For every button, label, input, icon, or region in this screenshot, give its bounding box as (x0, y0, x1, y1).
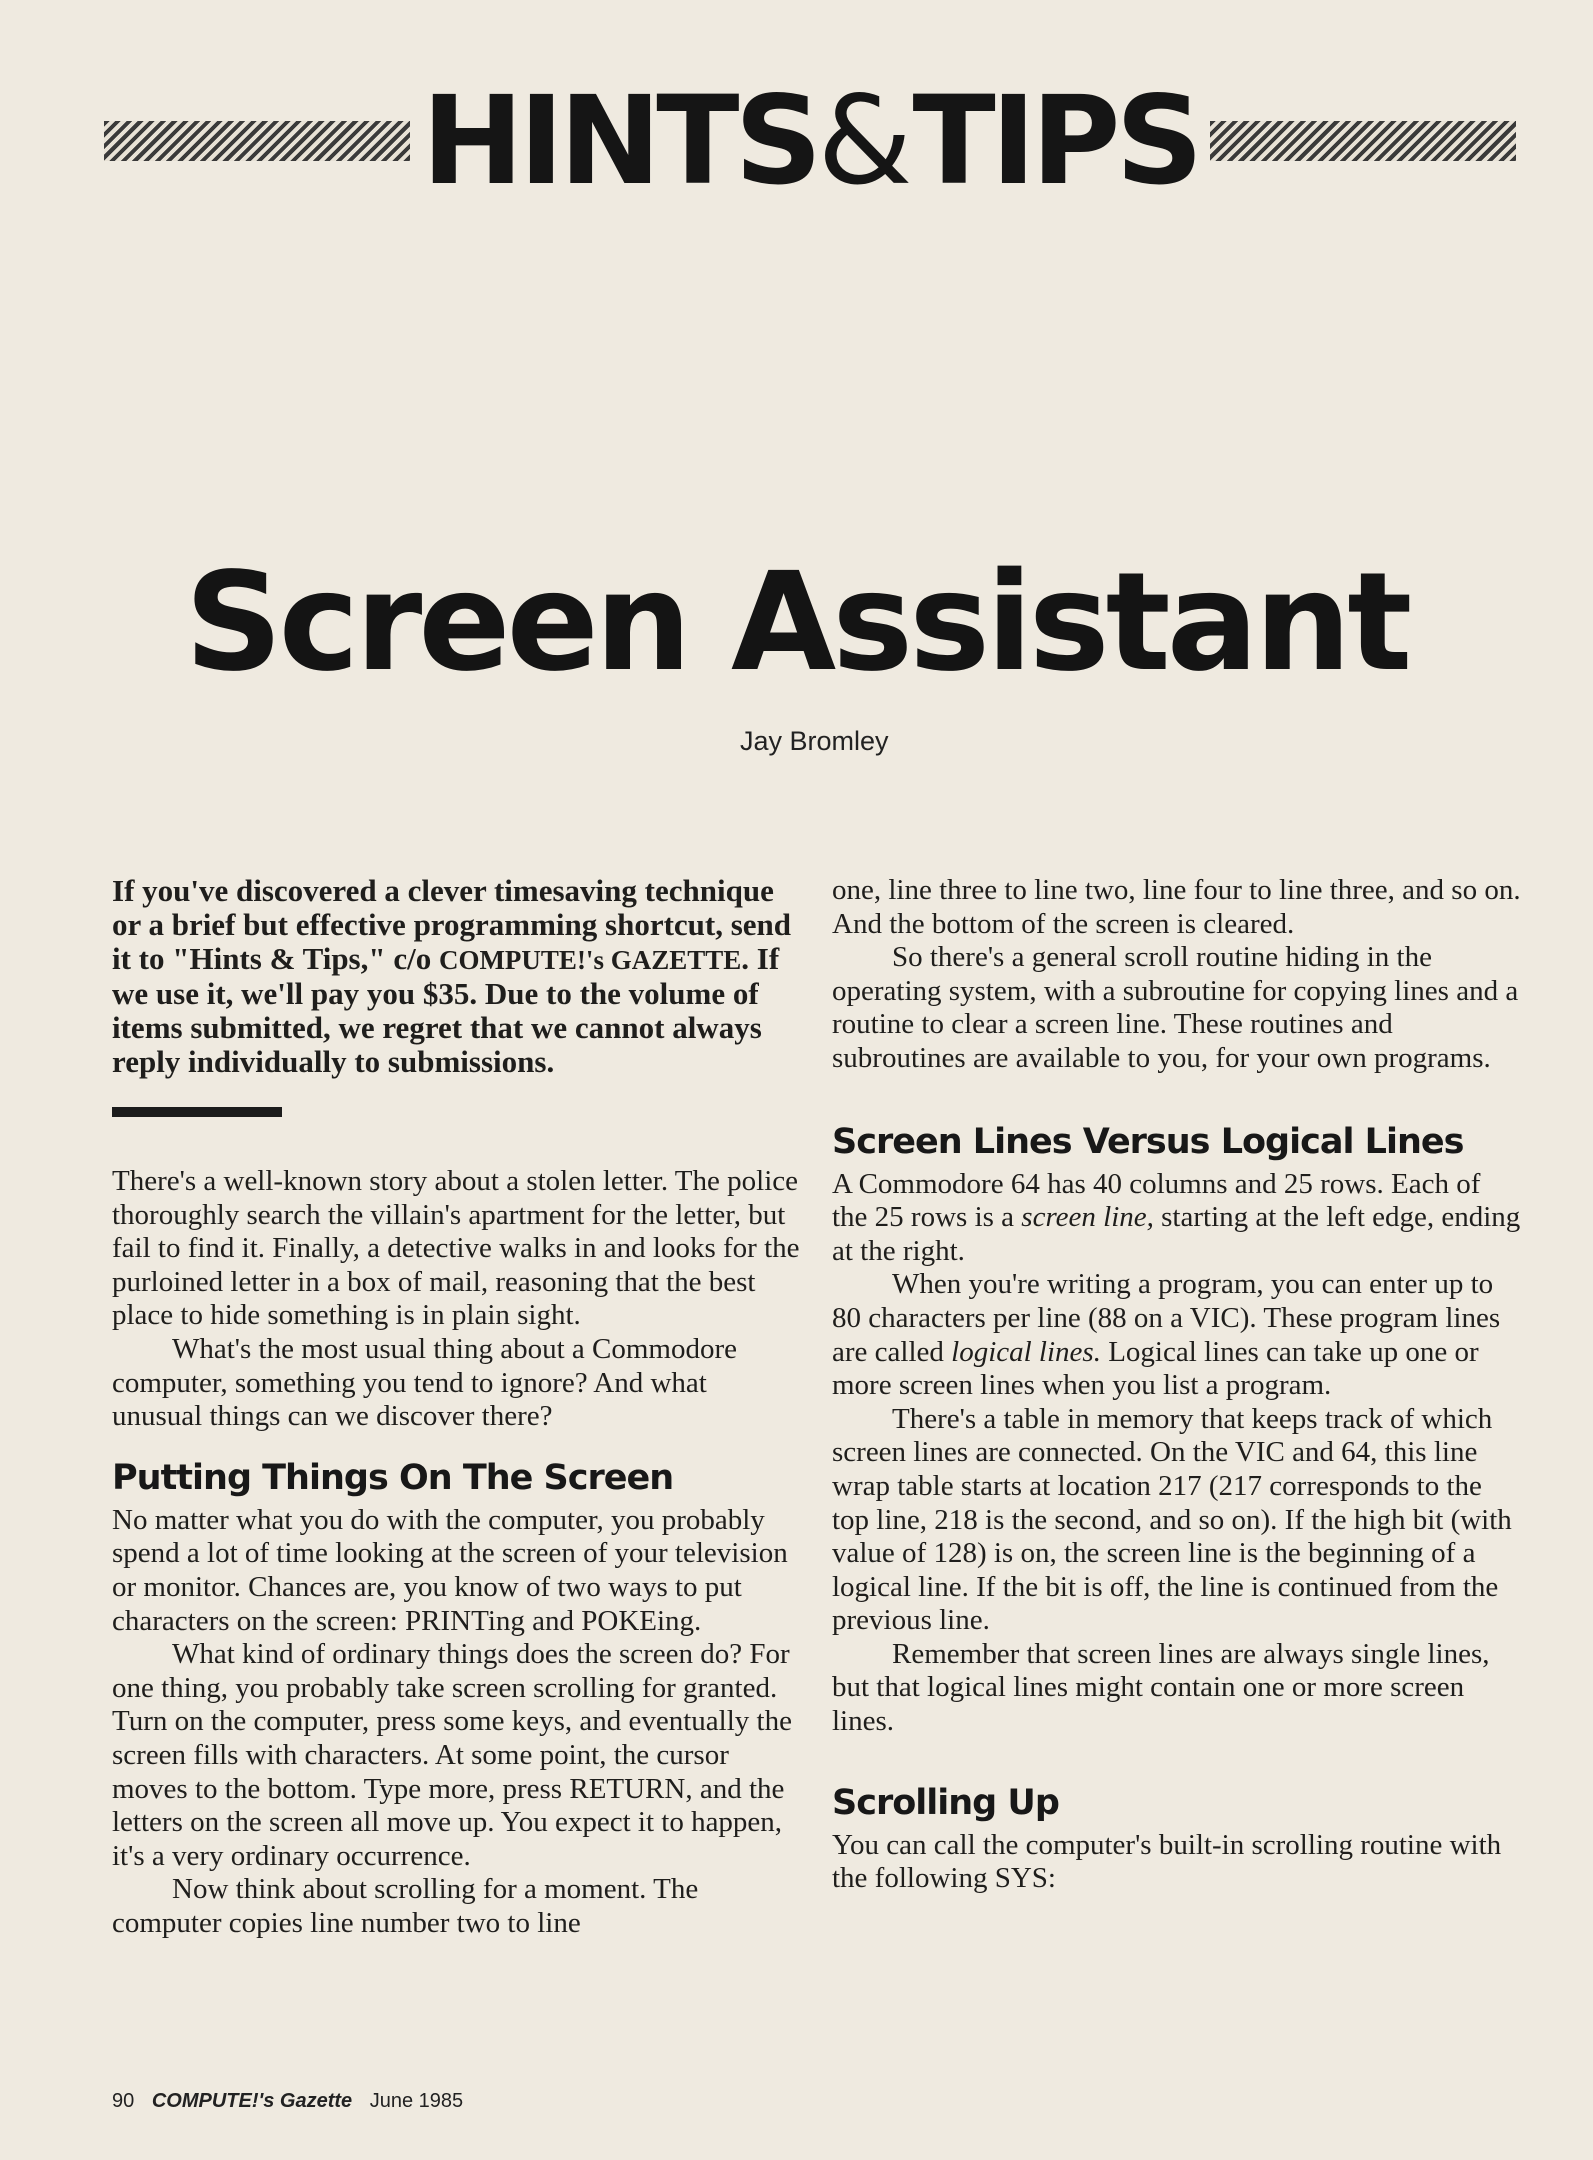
subhead-screen-lines: Screen Lines Versus Logical Lines (832, 1121, 1464, 1162)
article-title: Screen Assistant (184, 544, 1409, 702)
right-paragraph-3-b: starting at the left edge, ending at the right. (832, 1201, 1521, 1267)
masthead-ampersand: & (817, 70, 913, 212)
subhead-putting-things: Putting Things On The Screen (112, 1457, 674, 1498)
right-paragraph-4-a: When you're writing a program, you can enter up to 80 characters per line (88 on a VIC). These program lines are called (832, 1268, 1501, 1368)
left-paragraph-4: What kind of ordinary things does the screen do? For one thing, you probably take screen scrolling for granted. Turn on the computer, press some keys, and eventually the screen fills with characters. At some point, the cursor moves to the bottom. Type more, press RETURN, and the letters on the screen all move up. You expect it to happen, it's a very ordinary occurrence. (112, 1638, 792, 1872)
right-paragraph-7: You can call the computer's built-in scrolling routine with the following SYS: (832, 1828, 1502, 1895)
left-column (112, 874, 802, 1940)
right-paragraph-3 (832, 1168, 1522, 1269)
masthead (104, 70, 1516, 212)
intro-callout (112, 874, 802, 1079)
right-paragraph-2: So there's a general scroll routine hiding in the operating system, with a subroutine for copying lines and a routine to clear a screen line. These routines and subroutines are available to you, for your own programs. (832, 941, 1519, 1074)
intro-text-1: If you've discovered a clever timesaving technique or a brief but effective programming shortcut, send it to "Hints & Tips," c/o (112, 873, 792, 976)
intro-rule (112, 1107, 282, 1117)
right-paragraph-4 (832, 1268, 1522, 1402)
right-paragraph-6: Remember that screen lines are always single lines, but that logical lines might contain one or more screen lines. (832, 1637, 1490, 1738)
right-column (832, 874, 1522, 1896)
page-number: 90 (112, 2090, 135, 2112)
left-paragraph-5: Now think about scrolling for a moment. The computer copies line number two to line (112, 1873, 699, 1939)
intro-text-2: . If we use it, we'll pay you $35. Due to the volume of items submitted, we regret that we cannot always reply individually to submissions. (112, 941, 780, 1079)
subhead-scrolling-up: Scrolling Up (832, 1782, 1059, 1823)
term-logical-lines: logical lines. (951, 1335, 1101, 1368)
page-footer (112, 2090, 463, 2113)
intro-magazine: COMPUTE!'s GAZETTE (438, 945, 742, 975)
issue-date: June 1985 (369, 2090, 464, 2112)
right-paragraph-5: There's a table in memory that keeps track of which screen lines are connected. On the VIC and 64, this line wrap table starts at location 217 (217 corresponds to the top line, 218 is the second, and so on). If the high bit (with value of 128) is on, the screen line is the beginning of a logical line. If the bit is off, the line is continued from the previous line. (832, 1402, 1512, 1637)
masthead-hints: HINTS (421, 70, 818, 212)
right-paragraph-1: one, line three to line two, line four to line three, and so on. And the bottom of the screen is cleared. (832, 874, 1521, 940)
right-paragraph-3-a: A Commodore 64 has 40 columns and 25 rows. Each of the 25 rows is a (832, 1167, 1481, 1234)
right-paragraph-4-b: Logical lines can take up one or more screen lines when you list a program. (832, 1335, 1479, 1402)
masthead-hatch-right (1210, 121, 1516, 161)
left-paragraph-3: No matter what you do with the computer, you probably spend a lot of time looking at the screen of your television or monitor. Chances are, you know of two ways to put characters on the screen: PRINTing and POKEing. (112, 1503, 788, 1637)
left-paragraph-1: There's a well-known story about a stolen letter. The police thoroughly search the villain's apartment for the letter, but fail to find it. Finally, a detective walks in and looks for the purloined letter in a box of mail, reasoning that the best place to hide something is in plain sight. (112, 1165, 800, 1332)
term-screen-line: screen line, (1021, 1201, 1154, 1234)
left-paragraph-2: What's the most usual thing about a Commodore computer, something you tend to ignore? And what unusual things can we discover there? (112, 1332, 738, 1433)
publication-name: COMPUTE!'s Gazette (151, 2090, 353, 2112)
masthead-title (410, 70, 1211, 212)
masthead-tips: TIPS (912, 70, 1199, 212)
masthead-hatch-left (104, 121, 410, 161)
byline: Jay Bromley (740, 726, 889, 756)
